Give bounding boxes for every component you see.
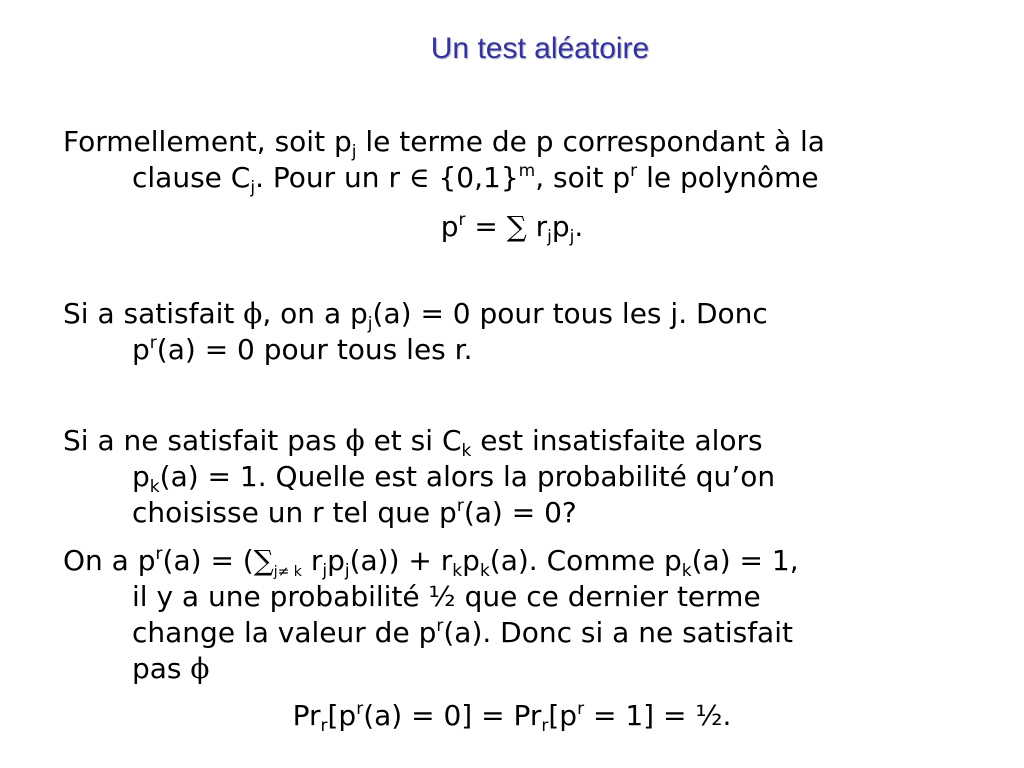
equation-polynomial: $p^r$ = ∑ $r_jp_j$.: [440, 210, 584, 247]
paragraph-probability: On a $p^r(a) = (\sum_{j\ne k}$ $r_jp_j(a)) + r_kp_k(a)$. Comme $p_k(a) = 1$, il y a une probabilité ½ que ce dernier terme change la valeur de $p^r(a)$. Donc si a ne satisfait pas ϕ: [63, 544, 799, 685]
paragraph-definition: Formellement, soit $p_j$ le terme de p correspondant à la clause $C_j$. Pour un r ∈ $\{0,1\}^m$, soit $p^r$ le polynôme: [63, 125, 825, 198]
paragraph-not-satisfies: Si a ne satisfait pas ϕ et si $C_k$ est insatisfaite alors $p_k(a) = 1$. Quelle est alors la probabilité qu’on choisisse un r tel que $p^r(a) = 0$?: [63, 424, 776, 529]
equation-probability: $Pr_r[p^r(a) = 0] = Pr_r[p^r = 1]$ = ½.: [292, 699, 732, 736]
paragraph-satisfies: Si a satisfait ϕ, on a $p_j(a) = 0$ pour tous les j. Donc $p^r(a) = 0$ pour tous les r.: [63, 297, 768, 366]
slide-title: Un test aléatoire: [430, 32, 650, 65]
